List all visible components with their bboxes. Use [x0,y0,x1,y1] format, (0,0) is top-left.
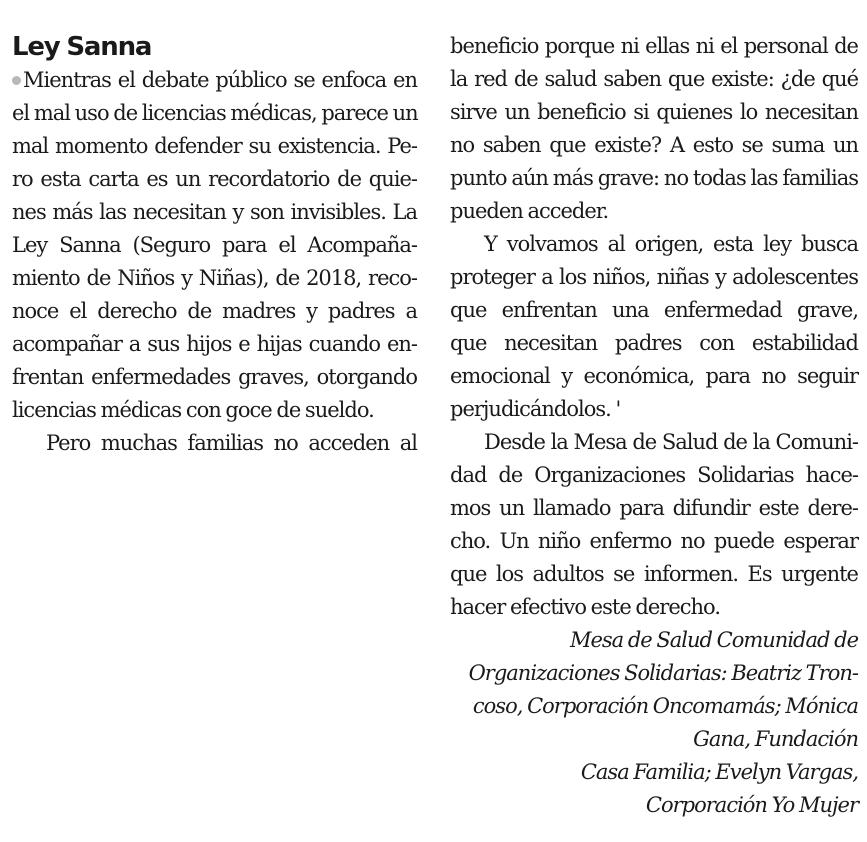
article-right-column [450,30,858,822]
paragraph-line: beneficio porque ni ellas ni el personal de [450,34,858,58]
bullet-icon [12,76,21,85]
paragraph-line: nes más las necesitan y son invisibles. La [12,200,417,224]
signature-line: Mesa de Salud Comunidad de [569,628,858,652]
paragraph-line: Ley Sanna (Seguro para el Acompaña- [12,233,417,257]
article-title: Ley Sanna [12,32,152,62]
paragraph-line: emocional y económica, para no seguir [450,364,858,388]
paragraph-line: que necesitan padres con estabilidad [450,331,858,355]
paragraph-line: cho. Un niño enfermo no puede esperar [450,529,858,553]
paragraph-line: proteger a los niños, niñas y adolescentes [450,265,858,289]
signature-line: Organizaciones Solidarias: Beatriz Tron- [468,661,858,685]
paragraph-line: ro esta carta es un recordatorio de quie- [12,167,417,191]
signature-line: coso, Corporación Oncomamás; Mónica [472,694,858,718]
paragraph-line: miento de Niños y Niñas), de 2018, reco- [12,266,417,290]
paragraph-line: sirve un beneficio si quienes lo necesitan [450,100,858,124]
paragraph-line: dad de Organizaciones Solidarias hace- [450,463,858,487]
paragraph-line: no saben que existe? A esto se suma un [450,133,858,157]
paragraph-line: acompañar a sus hijos e hijas cuando en- [12,332,417,356]
paragraph-line: que los adultos se informen. Es urgente [450,562,858,586]
paragraph-line: que enfrentan una enfermedad grave, [450,298,858,322]
paragraph-line: la red de salud saben que existe: ¿de qué [450,67,858,91]
paragraph-line: noce el derecho de madres y padres a [12,299,417,323]
signature-line: Gana, Fundación [693,727,858,751]
paragraph-line: hacer efectivo este derecho. [450,595,720,619]
paragraph-line: licencias médicas con goce de sueldo. [12,398,374,422]
paragraph-line: pueden acceder. [450,199,609,223]
article-left-column [12,30,417,460]
signature-line: Corporación Yo Mujer [645,793,858,817]
signature-line: Casa Familia; Evelyn Vargas, [580,760,858,784]
paragraph-line: mal momento defender su existencia. Pe- [12,134,417,158]
paragraph-line: frentan enfermedades graves, otorgando [12,365,417,389]
signature-block [450,624,858,822]
paragraph-line: el mal uso de licencias médicas, parece un [12,101,418,125]
paragraph-line: perjudicándolos. ' [450,397,621,421]
paragraph-line: punto aún más grave: no todas las familias [450,166,858,190]
paragraph-line: Y volvamos al origen, esta ley busca [484,232,858,256]
paragraph-line: Desde la Mesa de Salud de la Comuni- [484,430,858,454]
paragraph-line: Mientras el debate público se enfoca en [12,64,417,97]
paragraph-line: mos un llamado para difundir este dere- [450,496,858,520]
paragraph-line: Pero muchas familias no acceden al [46,431,417,455]
